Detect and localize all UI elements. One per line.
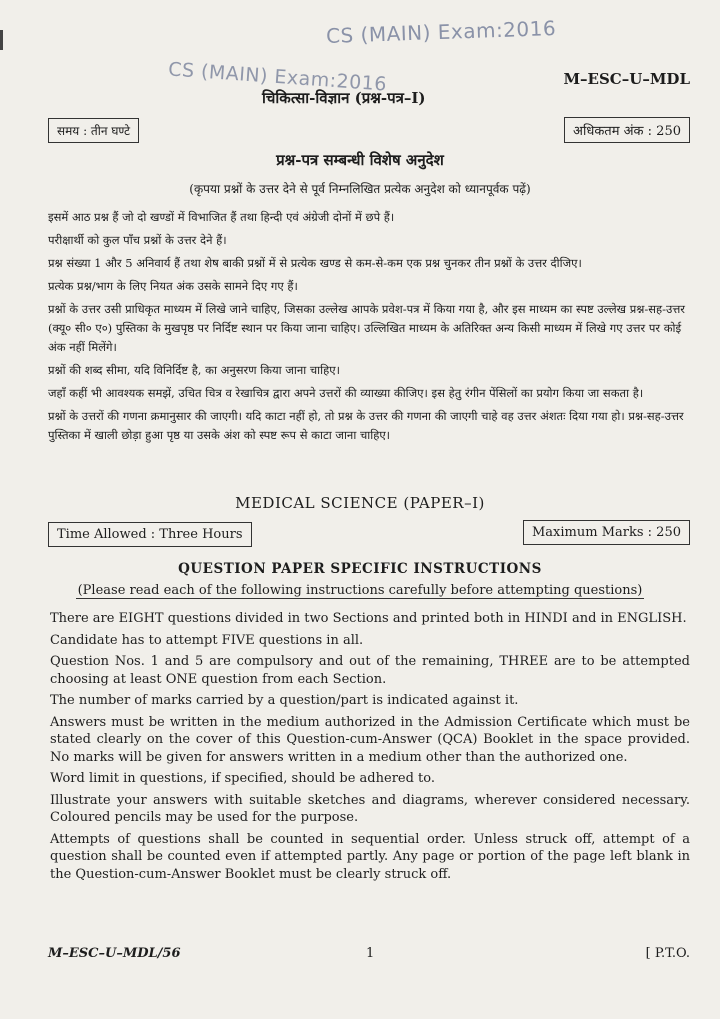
english-instructions-subheading: (Please read each of the following instructions carefully before attempting questions) [77,583,643,598]
hindi-instruction: प्रश्नों के उत्तर उसी प्राधिकृत माध्यम में लिखे जाने चाहिए, जिसका उल्लेख आपके प्रवेश-पत्र में किया गया है, और इस माध्यम का स्पष्ट उल्लेख प्रश्न-सह-उत्तर (क्यू० सी० ए०) पुस्तिका के मुखपृष्ठ पर निर्दिष्ट स्थान पर किया जाना चाहिए। उल्लिखित माध्यम के अतिरिक्त अन्य किसी माध्यम में लिखे गए उत्तर पर कोई अंक नहीं मिलेंगे। [48,302,686,354]
english-paper-title: MEDICAL SCIENCE (PAPER–I) [235,494,485,512]
hindi-paper-title: चिकित्सा-विज्ञान (प्रश्न-पत्र–I) [262,89,426,107]
exam-stamp-top: CS (MAIN) Exam:2016 [325,15,557,49]
hindi-time-box: समय : तीन घण्टे [48,118,139,143]
please-turn-over: [ P.T.O. [645,946,690,961]
exam-stamp-second: CS (MAIN) Exam:2016 [167,58,388,96]
english-instruction: Answers must be written in the medium authorized in the Admission Certificate which must be stated clearly on the cover of this Question-cum-Answer (QCA) Booklet in the space provided. No marks will be given for answers written in a medium other than the authorized one. [50,714,690,765]
hindi-instructions-heading: प्रश्न-पत्र सम्बन्धी विशेष अनुदेश [276,151,444,169]
hindi-marks-box: अधिकतम अंक : 250 [564,117,690,143]
hindi-instruction: इसमें आठ प्रश्न हैं जो दो खण्डों में विभाजित हैं तथा हिन्दी एवं अंग्रेजी दोनों में छपे हैं। [48,210,395,224]
page-number: 1 [366,946,375,961]
english-instruction: Question Nos. 1 and 5 are compulsory and out of the remaining, THREE are to be attempted choosing at least ONE question from each Section. [50,654,690,687]
english-instruction: Attempts of questions shall be counted in sequential order. Unless struck off, attempt of a question shall be counted even if attempted partly. Any page or portion of the page left blank in the Question-cum-Answer Booklet must be clearly struck off. [50,831,690,882]
paper-code: M–ESC–U–MDL [563,70,690,88]
hindi-instructions-subheading: (कृपया प्रश्नों के उत्तर देने से पूर्व निम्नलिखित प्रत्येक अनुदेश को ध्यानपूर्वक पढ़ें) [189,182,531,196]
english-instructions-subheading-wrap [0,583,720,598]
english-marks-box: Maximum Marks : 250 [523,520,690,545]
hindi-instruction: जहाँ कहीं भी आवश्यक समझें, उचित चित्र व रेखाचित्र द्वारा अपने उत्तरों की व्याख्या कीजिए। इस हेतु रंगीन पेंसिलों का प्रयोग किया जा सकता है। [48,386,644,400]
hindi-instruction: प्रत्येक प्रश्न/भाग के लिए नियत अंक उसके सामने दिए गए हैं। [48,279,298,293]
hindi-instructions-list [48,208,692,449]
english-instruction: Word limit in questions, if specified, should be adhered to. [50,771,436,786]
hindi-instruction: प्रश्नों के उत्तरों की गणना क्रमानुसार की जाएगी। यदि काटा नहीं हो, तो प्रश्न के उत्तर की गणना की जाएगी चाहे वह उत्तर अंशतः दिया गया हो। प्रश्न-सह-उत्तर पुस्तिका में खाली छोड़ा हुआ पृष्ठ या उसके अंश को स्पष्ट रूप से काटा जाना चाहिए। [48,409,684,442]
hindi-instruction: प्रश्नों की शब्द सीमा, यदि विनिर्दिष्ट है, का अनुसरण किया जाना चाहिए। [48,363,340,377]
footer-paper-code: M–ESC–U–MDL/56 [48,946,181,961]
scan-mark [0,30,3,50]
english-instruction: There are EIGHT questions divided in two Sections and printed both in HINDI and in ENGLISH. [50,611,687,626]
english-instruction: Candidate has to attempt FIVE questions in all. [50,632,364,648]
english-instructions-heading: QUESTION PAPER SPECIFIC INSTRUCTIONS [178,561,542,577]
hindi-instruction: परीक्षार्थी को कुल पाँच प्रश्नों के उत्तर देने हैं। [48,233,227,247]
english-instructions-list [50,610,690,887]
english-time-box: Time Allowed : Three Hours [48,522,252,547]
hindi-instruction: प्रश्न संख्या 1 और 5 अनिवार्य हैं तथा शेष बाकी प्रश्नों में से प्रत्येक खण्ड से कम-से-कम एक प्रश्न चुनकर तीन प्रश्नों के उत्तर दीजिए। [48,256,582,270]
english-instruction: Illustrate your answers with suitable sketches and diagrams, wherever considered necessary. Coloured pencils may be used for the purpose. [50,792,690,825]
english-instruction: The number of marks carried by a question/part is indicated against it. [50,693,519,708]
